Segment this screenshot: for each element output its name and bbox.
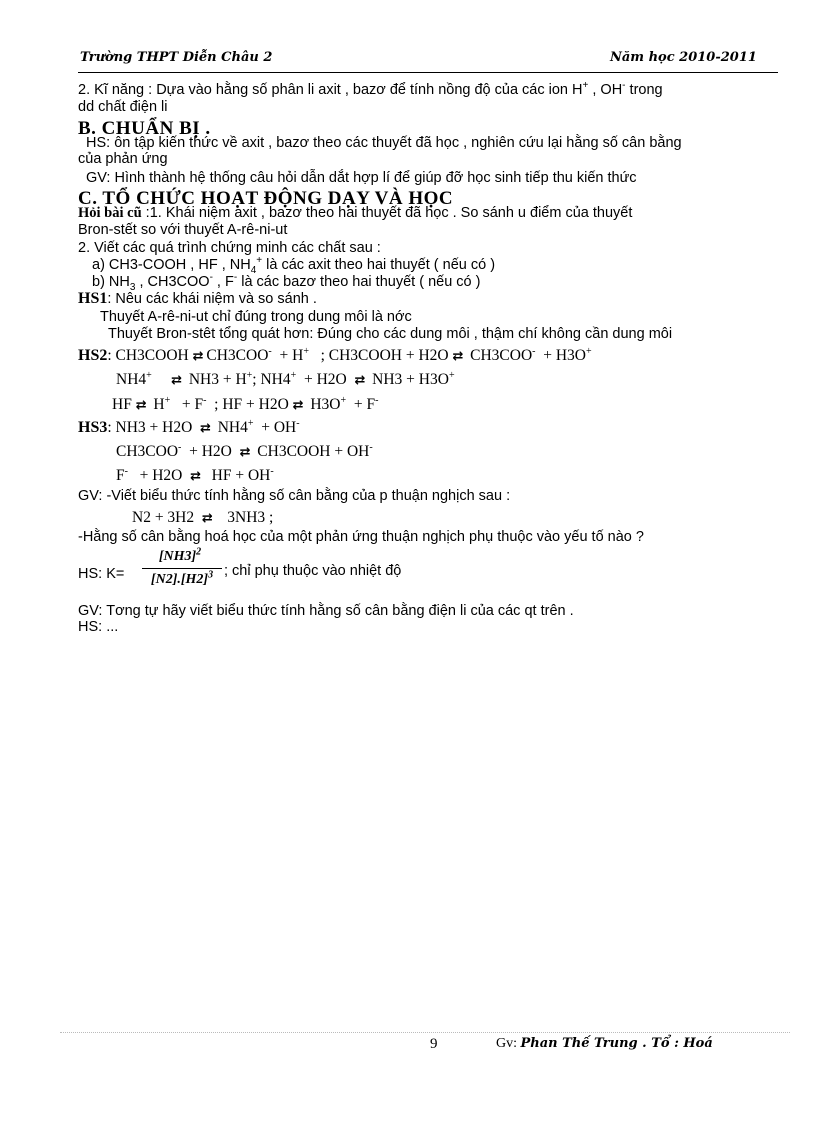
q2b-sub: 3 [129, 281, 136, 293]
hs-k-suffix: ; chỉ phụ thuộc vào nhiệt độ [224, 563, 402, 579]
skill-line [78, 82, 663, 98]
eq-text: CH3COO [206, 347, 269, 364]
eq-text: N2 + 3H2 [132, 509, 195, 526]
footer-author [496, 1036, 713, 1052]
equilibrium-arrow-icon: ⇄ [171, 373, 182, 388]
old-lesson-text: :1. Khái niệm axit , bazơ theo hai thuyết đã học . So sánh u điểm của thuyết [141, 205, 633, 221]
eq-text: NH4 [116, 371, 147, 388]
q2b-mid: , CH3COO [135, 274, 210, 290]
section-b-heading: B. CHUẨN BỊ . [78, 118, 211, 139]
eq-sup: + [164, 394, 171, 406]
author-name: Phan Thế Trung . Tổ : Hoá [520, 1036, 713, 1051]
hs-prep-line: HS: ôn tập kiến thức về axit , bazơ theo các thuyết đã học , nghiên cứu lại hằng số cân bằng [86, 135, 682, 151]
question-2-line: 2. Viết các quá trình chứng minh các chất sau : [78, 240, 381, 256]
eq-sup: + [340, 394, 347, 406]
eq-sup: + [303, 345, 309, 357]
eq-text: NH3 + H [188, 371, 247, 388]
eq-text: HF + OH [211, 467, 271, 484]
eq-text: + H2O [189, 443, 232, 460]
hs-prep-line-2: của phản ứng [78, 151, 168, 167]
equilibrium-arrow-icon: ⇄ [292, 398, 303, 413]
eq-text: CH3COOH + OH [257, 443, 370, 460]
equilibrium-arrow-icon: ⇄ [354, 373, 365, 388]
q2b-f: , F [212, 274, 234, 290]
eq-sup: - [270, 465, 274, 477]
eq-text: ; CH3COOH + H2O [320, 347, 449, 364]
skill-end: trong [625, 82, 663, 98]
q2a-end: là các axit theo hai thuyết ( nếu có ) [262, 257, 496, 273]
skill-mid: , OH [588, 82, 623, 98]
header-rule [78, 72, 778, 73]
eq-text: + H3O [543, 347, 586, 364]
equilibrium-arrow-icon: ⇄ [190, 469, 201, 484]
eq-text: : NH3 + H2O [107, 419, 193, 436]
header-year: Năm học 2010-2011 [610, 50, 757, 65]
q2a-sup: + [256, 255, 263, 267]
eq-text: 3NH3 ; [227, 509, 274, 526]
equilibrium-arrow-icon: ⇄ [135, 398, 146, 413]
hs3-eq-2 [116, 443, 373, 461]
ammonia-eq [132, 509, 273, 527]
skill-text: 2. Kĩ năng : Dựa vào hằng số phân li axit , bazơ để tính nồng độ của các ion H [78, 82, 583, 98]
hs-k-prefix: HS: K= [78, 566, 125, 582]
header-school: Trường THPT Diễn Châu 2 [80, 50, 273, 65]
denominator-exp: 3 [208, 569, 214, 581]
eq-text: CH3COO [470, 347, 533, 364]
author-prefix: Gv: [496, 1036, 521, 1051]
eq-text: F [116, 467, 125, 484]
q2a-text: a) CH3-COOH , HF , NH [92, 257, 251, 273]
old-lesson-label: Hỏi bài cũ [78, 205, 142, 221]
eq-text: + F [353, 396, 376, 413]
gv-question-2: -Hằng số cân bằng hoá học của một phản ứng thuận nghịch phụ thuộc vào yếu tố nào ? [78, 529, 644, 545]
k-numerator [142, 546, 218, 565]
hs1-line [78, 291, 317, 307]
arrhenius-line: Thuyết A-rê-ni-ut chỉ đúng trong dung môi là nớc [100, 309, 412, 325]
eq-sup: + [247, 417, 254, 429]
numerator-text: [NH3] [158, 549, 197, 564]
sup-minus: - [622, 80, 626, 92]
eq-text: + OH [261, 419, 297, 436]
eq-text: HF [112, 396, 132, 413]
equilibrium-arrow-icon: ⇄ [192, 349, 203, 364]
eq-text: + H2O [304, 371, 347, 388]
hs3-eq-3 [116, 467, 274, 485]
eq-sup: - [268, 345, 272, 357]
eq-sup: - [178, 441, 182, 453]
eq-text: ; NH4 [252, 371, 291, 388]
question-2a-line [92, 255, 496, 276]
eq-sup: - [203, 394, 207, 406]
eq-text: + H2O [139, 467, 183, 484]
hs2-label: HS2 [78, 347, 108, 364]
equilibrium-arrow-icon: ⇄ [452, 349, 463, 364]
eq-text: : CH3COOH [107, 347, 189, 364]
equilibrium-arrow-icon: ⇄ [239, 445, 250, 460]
hs3-eq-1 [78, 419, 300, 437]
eq-sup: + [448, 369, 455, 381]
q2b-text: b) NH [92, 274, 130, 290]
eq-sup: + [246, 369, 253, 381]
section-c-heading: C. TỔ CHỨC HOẠT ĐỘNG DẠY VÀ HỌC [78, 188, 454, 209]
old-lesson-line-2: Bron-stết so với thuyết A-rê-ni-ut [78, 222, 288, 238]
gv-prep-line: GV: Hình thành hệ thống câu hỏi dẫn dắt hợp lí để giúp đỡ học sinh tiếp thu kiến thức [86, 170, 637, 186]
k-denominator [142, 569, 222, 588]
equilibrium-arrow-icon: ⇄ [201, 511, 212, 526]
old-lesson-line [78, 205, 632, 221]
q2b-sup2: - [233, 272, 238, 284]
numerator-exp: 2 [196, 546, 202, 558]
eq-sup: - [369, 441, 373, 453]
q2b-sup1: - [209, 272, 213, 284]
sup-plus: + [582, 80, 589, 92]
eq-text: + H [279, 347, 304, 364]
eq-sup: - [296, 417, 300, 429]
equilibrium-arrow-icon: ⇄ [200, 421, 210, 436]
eq-sup: + [586, 345, 592, 357]
hs1-text: : Nêu các khái niệm và so sánh . [107, 291, 317, 307]
eq-text: ; HF + H2O [214, 396, 289, 413]
skill-line-2: dd chất điện li [78, 99, 168, 115]
page-number: 9 [430, 1036, 438, 1052]
eq-text: H [153, 396, 165, 413]
eq-text: CH3COO [116, 443, 179, 460]
eq-sup: - [532, 345, 536, 357]
eq-text: H3O [310, 396, 341, 413]
gv-question-3: GV: Tơng tự hãy viết biểu thức tính hằng số cân bằng điện li của các qt trên . [78, 603, 574, 619]
question-2b-line [92, 272, 481, 293]
q2a-sub: 4 [250, 264, 257, 276]
gv-question-1: GV: -Viết biểu thức tính hằng số cân bằng của p thuận nghịch sau : [78, 488, 511, 504]
hs1-label: HS1 [78, 290, 108, 307]
bronsted-line: Thuyết Bron-stêt tổng quát hơn: Đúng cho các dung môi , thậm chí không cần dung môi [108, 326, 673, 342]
q2b-end: là các bazơ theo hai thuyết ( nếu có ) [237, 274, 481, 290]
eq-sup: + [290, 369, 297, 381]
eq-text: NH3 + H3O [372, 371, 449, 388]
hs3-label: HS3 [78, 419, 108, 436]
eq-sup: - [375, 394, 379, 406]
eq-sup: + [146, 369, 152, 381]
eq-text: NH4 [217, 419, 248, 436]
hs-ellipsis: HS: ... [78, 619, 119, 635]
hs2-eq-1 [78, 347, 592, 365]
footer-rule [60, 1032, 790, 1033]
hs2-eq-2 [116, 371, 455, 389]
hs2-eq-3 [112, 396, 378, 414]
eq-sup: - [124, 465, 128, 477]
eq-text: + F [181, 396, 204, 413]
denominator-text: [N2].[H2] [150, 572, 209, 587]
